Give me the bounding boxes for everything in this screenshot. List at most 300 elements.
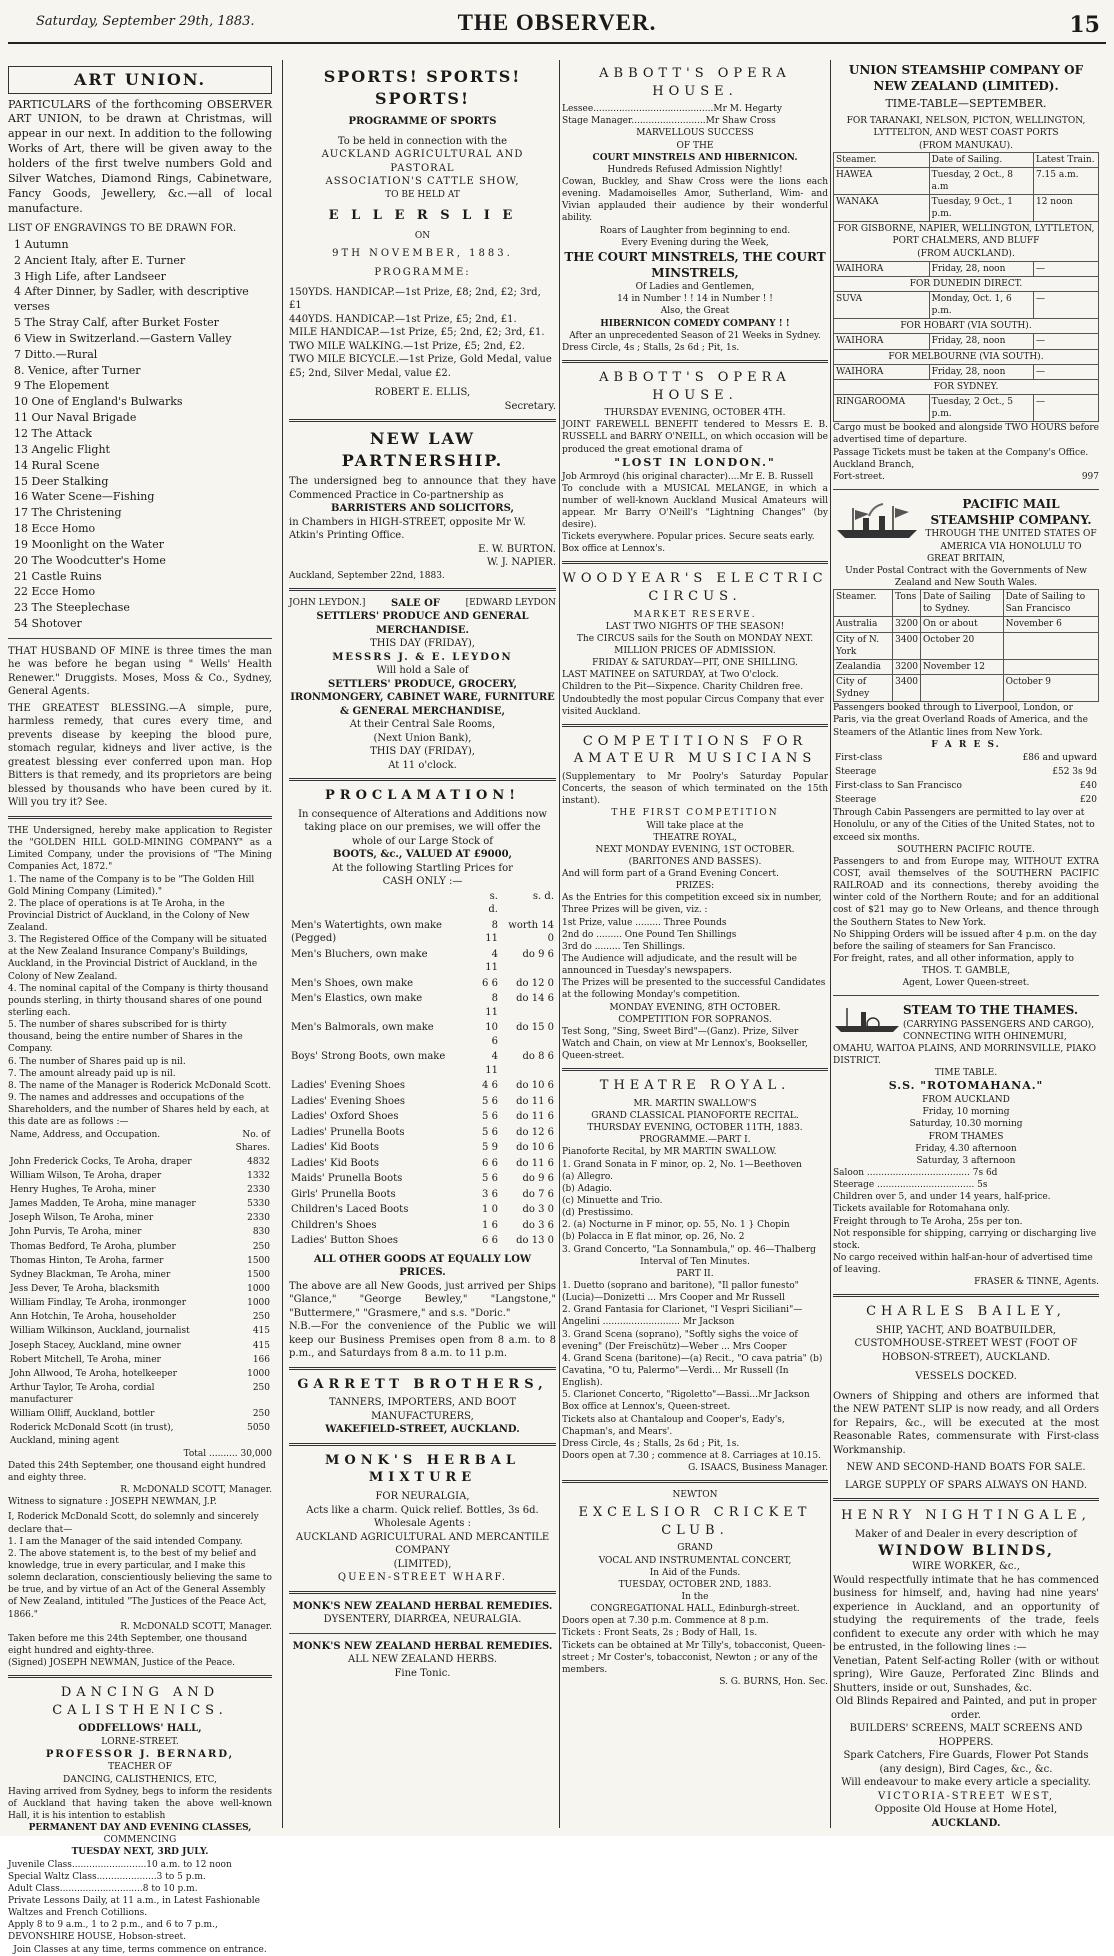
law-partnership-ad xyxy=(289,428,556,582)
list-item: 19 Moonlight on the Water xyxy=(14,537,164,551)
table-row xyxy=(834,632,1099,659)
sports-line: ASSOCIATION'S CATTLE SHOW, xyxy=(325,176,520,188)
circus-reserve: MARKET RESERVE. xyxy=(633,609,757,620)
table-cell: 5 6 xyxy=(482,1126,498,1138)
table-cell: City of N. York xyxy=(834,632,893,659)
opera-of: OF THE xyxy=(676,140,714,151)
thames-agents: FRASER & TINNE, Agents. xyxy=(974,1277,1099,1288)
table-cell: do 15 0 xyxy=(516,1022,554,1034)
table-row xyxy=(8,1155,272,1169)
table-cell xyxy=(1003,659,1098,674)
table-cell: do 11 6 xyxy=(516,1157,554,1169)
union-fort xyxy=(833,471,1099,483)
list-item: 15 Deer Stalking xyxy=(14,474,109,488)
competitions-first: THE FIRST COMPETITION xyxy=(611,808,779,819)
opera-every: Every Evening during the Week, xyxy=(621,237,769,248)
table-cell: Maids' Prunella Boots xyxy=(291,1173,403,1185)
opera2-heading: ABBOTT'S OPERA HOUSE. xyxy=(599,370,791,403)
list-item: 1 Autumn xyxy=(14,237,69,251)
route-title: FOR SYDNEY. xyxy=(933,381,999,392)
table-cell: John Purvis, Te Aroha, miner xyxy=(10,1227,142,1238)
sports-title: Secretary. xyxy=(504,400,556,412)
table-cell: Roderick McDonald Scott (in trust), Auckland, mining agent xyxy=(10,1423,174,1446)
table-cell: 8 11 xyxy=(485,919,498,945)
table-header-row xyxy=(834,590,1099,617)
header-rule xyxy=(8,42,1106,44)
table-row xyxy=(8,1353,272,1367)
programme-item: 1. Duetto (soprano and baritone), "Il pallor funesto" (Lucia)—Donizetti ... Mrs Cooper and Mr Russell xyxy=(562,1280,799,1304)
table-row xyxy=(834,364,1099,379)
theatre-programme: PROGRAMME.—PART I. xyxy=(639,1135,751,1146)
circus-last: LAST TWO NIGHTS OF THE SEASON! xyxy=(605,621,785,632)
thames-saloon: Saloon .................................... 7s 6d xyxy=(833,1168,998,1179)
opera-after: After an unprecedented Season of 21 Weeks in Sydney. xyxy=(569,330,821,341)
prize-line: 3rd do ......... Ten Shillings. xyxy=(562,941,686,952)
competitions-form: And will form part of a Grand Evening Concert. xyxy=(562,869,779,880)
leydon-time: At 11 o'clock. xyxy=(388,759,457,771)
leydon-day: THIS DAY (FRIDAY), xyxy=(370,638,475,650)
programme-item: (c) Minuette and Trio. xyxy=(562,1195,663,1206)
competitions-audience: The Audience will adjudicate, and the result will be announced in Tuesday's newspapers. xyxy=(562,954,797,977)
table-row xyxy=(834,334,1099,349)
proclamation-nb: N.B.—For the convenience of the Public we will keep our Business Premises open from 8 a.m. to 8 p.m., and Saturdays from 8 a.m. to 11 p.m. xyxy=(289,1321,556,1360)
table-cell: Children's Laced Boots xyxy=(291,1204,409,1216)
list-item: 10 One of England's Bulwarks xyxy=(14,395,183,409)
masthead-title: THE OBSERVER. xyxy=(457,10,657,35)
table-cell: 3 6 xyxy=(482,1188,498,1200)
opera-lessee: Lessee..........................................Mr M. Hegarty xyxy=(562,104,782,115)
mining-clause: 1. The name of the Company is to be "The Golden Hill Gold Mining Company (Limited)." xyxy=(8,874,255,897)
list-item: 4 After Dinner, by Sadler, with descriptive verses xyxy=(14,285,249,314)
circus-sails: The CIRCUS sails for the South on MONDAY NEXT. xyxy=(576,633,814,644)
leydon-right: [EDWARD LEYDON xyxy=(465,597,556,608)
cricket-grand: GRAND xyxy=(677,1543,713,1554)
mining-witness: Witness to signature : JOSEPH NEWMAN, J.P. xyxy=(8,1497,217,1508)
table-row xyxy=(8,1421,272,1447)
table-cell: do 3 6 xyxy=(522,1219,554,1231)
divider xyxy=(8,816,272,819)
opera-heading: ABBOTT'S OPERA HOUSE. xyxy=(599,66,791,99)
list-item: 20 The Woodcutter's Home xyxy=(14,553,166,567)
monks-desc: Acts like a charm. Quick relief. Bottles, 3s 6d. xyxy=(306,1504,539,1516)
route-title: FOR MELBOURNE (VIA SOUTH). xyxy=(888,351,1044,362)
theatre-recital: GRAND CLASSICAL PIANOFORTE RECITAL. xyxy=(591,1111,799,1121)
table-cell: 6 6 xyxy=(482,1157,498,1169)
union-heading: UNION STEAMSHIP COMPANY OF NEW ZEALAND (LIMITED). xyxy=(848,63,1084,94)
table-cell: Ann Hotchin, Te Aroha, householder xyxy=(10,1312,177,1323)
sports-line: TO BE HELD AT xyxy=(385,189,460,200)
mining-taken: Taken before me this 24th September, one thousand eight hundred and eighty-three. xyxy=(8,1633,248,1656)
sports-date: 9TH NOVEMBER, 1883. xyxy=(332,247,513,259)
list-item: 12 The Attack xyxy=(14,426,92,440)
table-header-row xyxy=(8,1128,272,1154)
mining-clause: 9. The names and addresses and occupations of the Shareholders, and the number of Shares held by each, at this date are as follows :— xyxy=(8,1093,270,1128)
table-cell: 250 xyxy=(252,1312,270,1323)
section-title xyxy=(834,319,1099,334)
theatre-tickets: Tickets also at Chantaloup and Cooper's, Eady's, Chapman's, and Mears'. xyxy=(562,1414,785,1437)
art-union-intro: PARTICULARS of the forthcoming OBSERVER ART UNION, to be drawn at Christmas, will appear in our next. In addition to the following Works of Art, there will be given away to the holders of the first twelve numbers Gold and Silver Watches, Diamond Rings, Cabinetware, Fancy Goods, Jewellery, &c.—all of local manufacture. xyxy=(8,97,272,215)
divider xyxy=(289,419,556,422)
table-cell: Zealandia xyxy=(834,659,893,674)
thames-header xyxy=(833,1002,1099,1018)
class-time: Juvenile Class..........................10 a.m. to 12 noon xyxy=(8,1859,232,1870)
table-row xyxy=(289,1218,556,1234)
table-row xyxy=(834,292,1099,319)
opera-also: Also, the Great xyxy=(660,306,730,317)
professor-name: PROFESSOR J. BERNARD, xyxy=(45,1748,235,1760)
sports-signature: ROBERT E. ELLIS, xyxy=(374,387,471,399)
table-cell: Ladies' Button Shoes xyxy=(291,1235,399,1247)
table-cell: do 13 0 xyxy=(516,1235,554,1247)
nightingale-opposite: Opposite Old House at Home Hotel, xyxy=(874,1804,1058,1816)
leydon-title: SALE OF SETTLERS' PRODUCE AND GENERAL MERCHANDISE. xyxy=(316,597,529,636)
opera2-conclude: To conclude with a MUSICAL MELANGE, in which a number of well-known Auckland Musical Amateurs will appear. Mr Barry O'Neill's "Lightning Changes" (by desire). xyxy=(562,483,828,531)
table-cell: 415 xyxy=(252,1340,270,1351)
section-row xyxy=(834,349,1099,364)
opera2-play: "LOST IN LONDON." xyxy=(614,455,776,469)
monks3-tonic: Fine Tonic. xyxy=(394,1667,451,1679)
competitions-next: NEXT MONDAY EVENING, 1ST OCTOBER. xyxy=(595,844,795,855)
bailey-docked: VESSELS DOCKED. xyxy=(915,1371,1017,1383)
theatre-interval: Interval of Ten Minutes. xyxy=(640,1256,750,1267)
table-cell: Thomas Hinton, Te Aroha, farmer xyxy=(10,1255,164,1266)
divider xyxy=(562,724,828,727)
nightingale-blinds: WINDOW BLINDS, xyxy=(878,1542,1054,1559)
table-cell: Tuesday, 9 Oct., 1 p.m. xyxy=(929,195,1033,222)
part-1-list xyxy=(562,1159,828,1256)
table-row xyxy=(8,1183,272,1197)
programme-item: (b) Adagio. xyxy=(562,1183,613,1194)
mining-clause: 3. The Registered Office of the Company will be situated at the New Zealand Insurance Company's Buildings, Auckland, in the Provincial District of Auckland, in the Colony of New Zealand. xyxy=(8,935,267,982)
theatre-date: THURSDAY EVENING, OCTOBER 11TH, 1883. xyxy=(587,1123,803,1134)
opera-names: Cowan, Buckley, and Shaw Cross were the lions each evening. Madamoiselles Amor, Sutherland, Wim- and Vivian applauded their audience by their wonderful ability. xyxy=(562,176,828,224)
table-cell: do 12 0 xyxy=(516,977,554,989)
table-cell: 3200 xyxy=(893,617,921,632)
table-cell: James Madden, Te Aroha, mine manager xyxy=(10,1199,196,1210)
table-cell: Children's Shoes xyxy=(291,1219,377,1231)
page-number: 15 xyxy=(1069,12,1100,38)
mining-clause: 5. The number of shares subscribed for is thirty thousand, being the entire number of Shares in the Company. xyxy=(8,1020,243,1055)
table-cell: 5 6 xyxy=(482,1095,498,1107)
column-divider xyxy=(830,60,831,1828)
programme-item: 2. Grand Fantasia for Clarionet, "I Vespri Siciliani"—Angelini ........................... Mr Jackson xyxy=(562,1305,803,1328)
table-row xyxy=(289,1094,556,1110)
table-cell: Joseph Wilson, Te Aroha, miner xyxy=(10,1213,154,1224)
section-title xyxy=(834,349,1099,364)
thames-steam-ad xyxy=(833,1002,1099,1288)
table-cell: SUVA xyxy=(834,292,930,319)
divider xyxy=(289,588,556,591)
monks-agents: Wholesale Agents : xyxy=(374,1518,471,1530)
competitions-asthe: As the Entries for this competition exceed six in number, Three Prizes will be given, viz. : xyxy=(562,893,822,916)
table-row xyxy=(289,1125,556,1141)
mining-total: Total .......... 30,000 xyxy=(183,1448,272,1459)
opera-benefit-ad xyxy=(562,369,828,555)
divider xyxy=(289,778,556,781)
theatre-royal-ad xyxy=(562,1077,828,1474)
table-cell: Friday, 28, noon xyxy=(929,261,1033,276)
table-cell: — xyxy=(1033,395,1098,422)
route-title: FOR HOBART (VIA SOUTH). xyxy=(900,321,1032,332)
paddle-steamer-icon xyxy=(833,1002,903,1036)
pacific-postal: Under Postal Contract with the Governments of New Zealand and New South Wales. xyxy=(845,565,1087,588)
table-cell: 3200 xyxy=(893,659,921,674)
table-cell: October 9 xyxy=(1003,674,1098,701)
table-cell: £40 xyxy=(1079,781,1097,792)
theatre-part-2: PART II. xyxy=(676,1268,714,1279)
table-cell: 1000 xyxy=(247,1368,270,1379)
column-header: Date of Sailing to San Francisco xyxy=(1003,590,1098,617)
theatre-manager: G. ISAACS, Business Manager. xyxy=(688,1463,828,1474)
table-row xyxy=(834,261,1099,276)
monks-address: QUEEN-STREET WHARF. xyxy=(337,1572,508,1584)
proclamation-other: ALL OTHER GOODS AT EQUALLY LOW PRICES. xyxy=(313,1253,532,1279)
union-fort-street: Fort-street. xyxy=(833,471,885,482)
hall-street: LORNE-STREET. xyxy=(101,1736,179,1747)
list-item: 14 Rural Scene xyxy=(14,458,100,472)
table-cell: 12 noon xyxy=(1033,195,1098,222)
bailey-sub: SHIP, YACHT, AND BOATBUILDER, xyxy=(875,1324,1057,1336)
list-item: 22 Ecce Homo xyxy=(14,585,96,599)
decl-item: 1. I am the Manager of the said intended Company. xyxy=(8,1536,243,1547)
table-cell: worth 14 0 xyxy=(508,919,554,945)
table-cell: do 8 6 xyxy=(522,1051,554,1063)
table-cell: November 6 xyxy=(1003,617,1098,632)
monks-for: FOR NEURALGIA, xyxy=(375,1491,470,1503)
divider xyxy=(289,1443,556,1446)
table-row xyxy=(289,1187,556,1203)
table-row xyxy=(8,1381,272,1407)
circus-ad xyxy=(562,570,828,717)
part-2-list xyxy=(562,1280,828,1401)
competitions-heading: COMPETITIONS FOR AMATEUR MUSICIANS xyxy=(573,733,817,767)
table-row xyxy=(289,1020,556,1049)
monks2-sub: DYSENTERY, DIARRŒA, NEURALGIA. xyxy=(323,1614,522,1626)
gold-mining-ad xyxy=(8,825,272,1669)
divider xyxy=(8,638,272,639)
table-cell: 5 6 xyxy=(482,1173,498,1185)
art-union-ad xyxy=(8,66,272,632)
proclamation-boots: BOOTS, &c., VALUED AT £9000, xyxy=(332,849,513,861)
price-table xyxy=(289,889,556,1249)
table-cell: £52 3s 9d xyxy=(1052,766,1097,777)
table-row xyxy=(289,1109,556,1125)
bailey-boats: NEW AND SECOND-HAND BOATS FOR SALE. xyxy=(846,1462,1086,1474)
mining-clauses xyxy=(8,874,272,1129)
decl-item: 2. The above statement is, to the best of my belief and knowledge, true in every particular, and I make this solemn declaration, conscientiously believing the same to be true, and by virtue of an Act of the General Assembly of New Zealand, intituled "The Justices of the Peace Act, 1866." xyxy=(8,1548,272,1620)
monks3-heading: MONK'S NEW ZEALAND HERBAL REMEDIES. xyxy=(292,1640,553,1652)
list-item: 7 Ditto.—Rural xyxy=(14,347,98,361)
pacific-agent-2: Agent, Lower Queen-street. xyxy=(902,978,1030,989)
mining-signature: R. McDONALD SCOTT, Manager. xyxy=(120,1485,272,1496)
table-cell: 250 xyxy=(252,1241,270,1252)
table-row xyxy=(289,1140,556,1156)
nightingale-maker: Maker of and Dealer in every description of xyxy=(855,1529,1077,1541)
list-item: 8. Venice, after Turner xyxy=(14,363,141,377)
pacific-header xyxy=(833,496,1099,528)
garrett-ad xyxy=(289,1376,556,1437)
mining-clause: 7. The amount already paid up is nil. xyxy=(8,1068,176,1079)
circus-heading: WOODYEAR'S ELECTRIC CIRCUS. xyxy=(562,571,828,605)
sports-event: 150YDS. HANDICAP.—1st Prize, £8; 2nd, £2; 3rd, £1 xyxy=(289,286,541,312)
programme-item: (a) Allegro. xyxy=(562,1171,614,1182)
table-cell: Sydney Blackman, Te Aroha, miner xyxy=(10,1269,171,1280)
table-row xyxy=(834,195,1099,222)
list-item: 13 Angelic Flight xyxy=(14,442,110,456)
table-row xyxy=(8,1282,272,1296)
table-header-row xyxy=(834,152,1099,167)
competitions-monday: MONDAY EVENING, 8TH OCTOBER. xyxy=(609,1002,781,1013)
table-cell: 5330 xyxy=(247,1199,270,1210)
divider xyxy=(833,489,1099,490)
leydon-day-2: THIS DAY (FRIDAY), xyxy=(370,746,475,758)
table-cell: do 3 0 xyxy=(522,1204,554,1216)
total-value: 30,000 xyxy=(240,1448,272,1459)
nightingale-body: Would respectfully intimate that he has commenced business for himself, and, having had nine years' experience in Auckland, and an opportunity of studying the requirements of the trade, feels confident to execute any order with which he may be entrusted, in the following lines :— xyxy=(833,1574,1099,1654)
nightingale-heading: HENRY NIGHTINGALE, xyxy=(841,1508,1091,1524)
fares-table xyxy=(833,751,1099,808)
page-header xyxy=(0,0,1114,42)
table-cell: Australia xyxy=(834,617,893,632)
table-cell: Tuesday, 2 Oct., 8 a.m xyxy=(929,167,1033,194)
law-date: Auckland, September 22nd, 1883. xyxy=(289,570,445,581)
circus-matinee: LAST MATINEE on SATURDAY, at Two O'clock. xyxy=(562,670,779,681)
table-cell: First-class xyxy=(835,752,883,763)
thames-tickets: Tickets available for Rotomahana only. xyxy=(833,1204,1010,1215)
column-header: Steamer. xyxy=(834,590,893,617)
leydon-will: Will hold a Sale of xyxy=(376,665,469,677)
union-for-1: FOR TARANAKI, NELSON, PICTON, WELLINGTON, LYTTELTON, AND WEST COAST PORTS xyxy=(846,116,1086,139)
professor-role-2: DANCING, CALISTHENICS, ETC, xyxy=(63,1774,217,1785)
table-row xyxy=(289,1202,556,1218)
divider xyxy=(289,1591,556,1594)
proclamation-arrived: The above are all New Goods, just arrived per Ships "Glance," "George Bewley," "Langstone," "Buttermere," "Grasmere," and s.s. "Doric." xyxy=(289,1280,556,1319)
nightingale-screens: BUILDERS' SCREENS, MALT SCREENS AND HOPPERS. xyxy=(849,1723,1083,1748)
theatre-box: Box office at Lennox's, Queen-street. xyxy=(562,1402,731,1413)
section-row xyxy=(834,276,1099,291)
thames-cargo: No cargo received within half-an-hour of advertised time of leaving. xyxy=(833,1253,1093,1276)
mining-jp: (Signed) JOSEPH NEWMAN, Justice of the Peace. xyxy=(8,1658,236,1669)
table-row xyxy=(289,1156,556,1172)
column-header: Date of Sailing. xyxy=(929,152,1033,167)
table-cell: WAIHORA xyxy=(834,334,930,349)
column-1 xyxy=(8,62,272,1955)
table-cell: 166 xyxy=(252,1354,270,1365)
table-cell: Friday, 28, noon xyxy=(929,334,1033,349)
thames-children: Children over 5, and under 14 years, half-price. xyxy=(833,1192,1051,1203)
opera2-tickets: Tickets everywhere. Popular prices. Secure seats early. Box office at Lennox's. xyxy=(562,532,815,555)
bailey-address: CUSTOMHOUSE-STREET WEST (FOOT OF HOBSON-STREET), AUCKLAND. xyxy=(854,1338,1078,1363)
table-row xyxy=(8,1367,272,1381)
competitions-theatre: THEATRE ROYAL, xyxy=(653,832,737,843)
table-cell: Ladies' Evening Shoes xyxy=(291,1095,406,1107)
law-partner: W. J. NAPIER. xyxy=(486,557,556,569)
theatre-by: Pianoforte Recital, by MR MARTIN SWALLOW. xyxy=(562,1147,777,1158)
nightingale-endeavour: Will endeavour to make every article a speciality. xyxy=(841,1777,1091,1789)
table-cell: do 10 6 xyxy=(516,1142,554,1154)
cricket-secretary: S. G. BURNS, Hon. Sec. xyxy=(719,1677,828,1687)
competitions-will: Will take place at the xyxy=(646,820,744,831)
competitions-presented: The Prizes will be presented to the successful Candidates at the following Monday's competition. xyxy=(562,978,826,1001)
monks-company: AUCKLAND AGRICULTURAL AND MERCANTILE COMPANY xyxy=(295,1531,550,1557)
cricket-obtain: Tickets can be obtained at Mr Tilly's, tobacconist, Queen-street ; Mr Coster's, tobacconist, Newton ; or any of the members. xyxy=(562,1640,826,1675)
table-row xyxy=(289,1078,556,1094)
table-cell: Joseph Stacey, Auckland, mine owner xyxy=(10,1340,181,1351)
table-row xyxy=(289,1233,556,1249)
opera2-date: THURSDAY EVENING, OCTOBER 4TH. xyxy=(604,408,786,419)
thames-sailing: Saturday, 10.30 morning xyxy=(909,1119,1023,1130)
table-cell: £20 xyxy=(1079,795,1097,806)
thames-heading: STEAM TO THE THAMES. xyxy=(903,1003,1079,1018)
list-item: 23 The Steeplechase xyxy=(14,601,130,615)
competitions-test: Test Song, "Sing, Sweet Bird"—(Ganz). Prize, Silver Watch and Chain, on view at Mr Lennox's, Bookseller, Queen-street. xyxy=(562,1026,808,1062)
mining-clause: 2. The place of operations is at Te Aroha, in the Provincial District of Auckland, in the Colony of New Zealand. xyxy=(8,898,250,934)
table-cell: Ladies' Kid Boots xyxy=(291,1157,379,1169)
dancing-date: TUESDAY NEXT, 3RD JULY. xyxy=(71,1847,209,1858)
cricket-club-ad xyxy=(562,1489,828,1688)
leydon-by: MESSRS J. & E. LEYDON xyxy=(332,651,513,663)
thames-sailing: Friday, 10 morning xyxy=(922,1107,1010,1118)
table-cell: 4 6 xyxy=(482,1080,498,1092)
table-cell: Monday, Oct. 1, 6 p.m. xyxy=(929,292,1033,319)
table-cell: Steerage xyxy=(835,795,877,806)
bailey-ad xyxy=(833,1303,1099,1492)
mining-clause: 6. The number of Shares paid up is nil. xyxy=(8,1056,186,1067)
opera-hibernicon: HIBERNICON COMEDY COMPANY ! ! xyxy=(600,318,790,329)
table-cell: HAWEA xyxy=(834,167,930,194)
table-cell: Jess Dever, Te Aroha, blacksmith xyxy=(10,1284,160,1294)
pacific-booked: Passengers booked through to Liverpool, London, or Paris, via the great Overland Roads of America, and the Steamers of the Atlantic lines from New York. xyxy=(833,703,1088,738)
union-ref: 997 xyxy=(1081,471,1099,482)
table-row xyxy=(834,617,1099,632)
circus-friday: FRIDAY & SATURDAY—PIT, ONE SHILLING. xyxy=(592,658,798,669)
table-cell: 5050 xyxy=(247,1423,270,1434)
total-label: Total xyxy=(183,1448,207,1459)
section-row xyxy=(834,379,1099,394)
table-row xyxy=(289,991,556,1020)
proclamation-ad xyxy=(289,787,556,1361)
dancing-commencing: COMMENCING xyxy=(103,1835,177,1846)
table-cell: 250 xyxy=(252,1382,270,1393)
sports-line: AUCKLAND AGRICULTURAL AND PASTORAL xyxy=(321,149,524,174)
column-header: Name, Address, and Occupation. xyxy=(10,1130,161,1141)
column-header: No. of Shares. xyxy=(235,1130,270,1153)
table-row xyxy=(289,918,556,947)
union-cargo: Cargo must be booked and alongside TWO HOURS before advertised time of departure. xyxy=(833,423,1099,446)
table-row xyxy=(834,659,1099,674)
table-cell: do 12 6 xyxy=(516,1126,554,1138)
column-header: Date of Sailing to Sydney. xyxy=(921,590,1004,617)
nightingale-lines: Venetian, Patent Self-acting Roller (with or without spring), Wire Gauze, Perforated Zinc Blinds and Shutters, inside or out, Sunshades, &c. xyxy=(833,1655,1099,1694)
opera2-cast: Job Armroyd (his original character)....Mr E. B. Russell xyxy=(562,471,814,482)
section-row xyxy=(834,319,1099,334)
nightingale-city: AUCKLAND. xyxy=(931,1817,1001,1829)
programme-item: 2. (a) Nocturne in F minor, op. 55, No. 1 } Chopin xyxy=(562,1220,790,1231)
theatre-doors: Doors open at 7.30 ; commence at 8. Carriages at 10.15. xyxy=(562,1450,821,1461)
table-cell: Henry Hughes, Te Aroha, miner xyxy=(10,1185,156,1196)
column-4 xyxy=(833,62,1099,1829)
theatre-mr: MR. MARTIN SWALLOW'S xyxy=(633,1098,757,1109)
programme-item: 4. Grand Scena (baritone)—(a) Recit., "O cava patria" (b) Cavatina, "O tu, Palermo"—Verdi... Mr Russell (In English). xyxy=(562,1353,823,1389)
mining-clause: 8. The name of the Manager is Roderick McDonald Scott. xyxy=(8,1080,271,1091)
circus-children: Children to the Pit—Sixpence. Charity Children free. xyxy=(562,682,804,693)
nightingale-wire: WIRE WORKER, &c., xyxy=(912,1561,1020,1573)
table-cell: 4 11 xyxy=(485,948,498,974)
garrett-address: WAKEFIELD-STREET, AUCKLAND. xyxy=(325,1424,520,1436)
column-divider xyxy=(282,60,283,1828)
table-cell: do 9 6 xyxy=(522,1173,554,1185)
opera-success: MARVELLOUS SUCCESS xyxy=(636,128,754,139)
